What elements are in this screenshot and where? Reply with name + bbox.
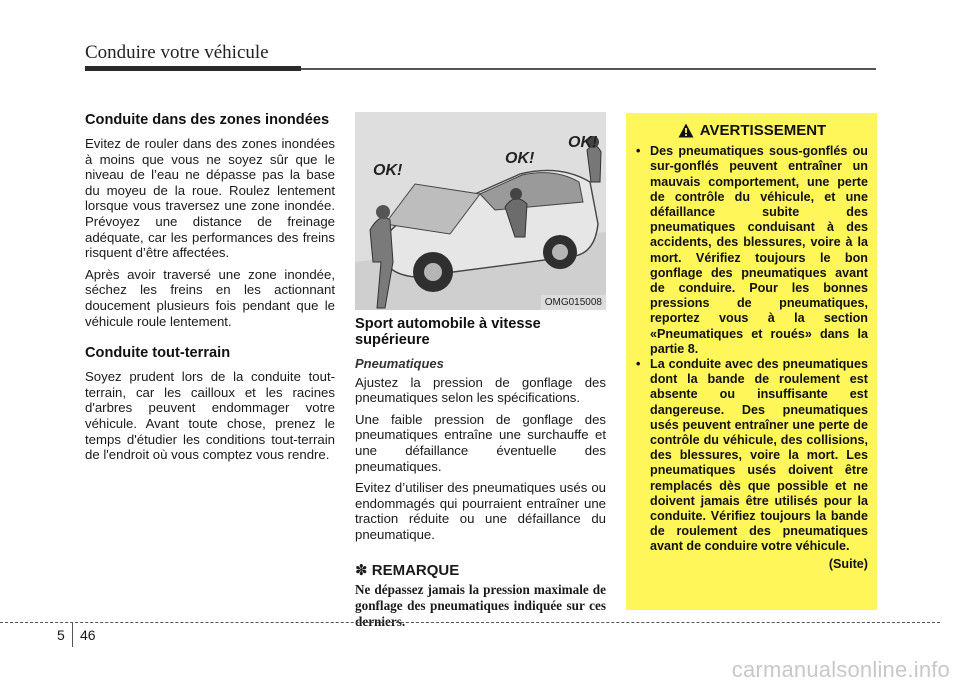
paragraph-flooded-2: Après avoir traversé une zone inondée, séchez les freins en les actionnant doucement plusieurs fois pendant que le véhicule roule lentement. bbox=[85, 266, 335, 329]
ok-label-2: OK! bbox=[505, 150, 535, 167]
warning-list bbox=[636, 144, 868, 554]
remark-title: ✽ REMARQUE bbox=[355, 561, 460, 579]
warning-item: • La conduite avec des pneumatiques dont la bande de roulement est absente ou insuffisante est dangereuse. Des pneumatiques usés peuvent entraîner une perte de contrôle du véhicule, des collisions, des blessures, voire la mort. Les pneumatiques usés doivent être remplacés dès que possible et ne doivent jamais être utilisés pour la conduite. Vérifiez toujours la bande de roulement des pneumatiques avant de conduire votre véhicule. bbox=[636, 357, 868, 555]
footer-separator bbox=[72, 622, 73, 647]
footer-divider bbox=[0, 622, 940, 623]
section-heading-offroad: Conduite tout-terrain bbox=[85, 345, 231, 362]
paragraph-flooded-1: Evitez de rouler dans des zones inondées à moins que vous ne soyez sûr que le niveau de l’eau ne dépasse pas la base du moyeu de la roue. Roulez lentement lorsque vous traversez une zone inondée. Prévoyez une distance de freinage adéquate, car les performances des freins risquent d’être affectées. bbox=[85, 136, 335, 261]
warning-triangle-icon bbox=[678, 123, 694, 138]
header-rule-thick bbox=[85, 66, 301, 71]
warning-item: • Des pneumatiques sous-gonflés ou sur-gonflés peuvent entraîner un mauvais comportement, une perte de contrôle du véhicule, et une défaillance subite des pneumatiques conduisant à des accidents, des blessures, voire à la mort. Vérifiez toujours le bon gonflage des pneumatiques avant de conduire. Pour les bonnes pressions de pneumatiques, reportez vous à la section «Pneumatiques et roués» dans la partie 8. bbox=[636, 144, 868, 357]
header-rule-thin bbox=[301, 68, 876, 70]
paragraph-tires-3: Evitez d’utiliser des pneumatiques usés ou endommagés qui pourraient entraîner une traction réduite ou une défaillance du pneumatique. bbox=[355, 480, 606, 542]
watermark-text: carmanualsonline.info bbox=[731, 657, 950, 682]
warning-continued: (Suite) bbox=[828, 556, 868, 571]
paragraph-offroad: Soyez prudent lors de la conduite tout-terrain, car les cailloux et les racines d'arbres peuvent endommager votre véhicule. Avant toute chose, prenez le temps d'étudier les conditions tout-terrain de l'endroit où vous comptez vous rendre. bbox=[85, 369, 335, 463]
chapter-number: 5 bbox=[57, 627, 65, 643]
figure-code: OMG015008 bbox=[541, 295, 606, 310]
warning-box bbox=[626, 113, 877, 610]
middle-column bbox=[355, 316, 606, 630]
paragraph-tires-2: Une faible pression de gonflage des pneumatiques entraîne une surchauffe et une défaillance éventuelle des pneumatiques. bbox=[355, 411, 606, 474]
warning-header bbox=[636, 123, 868, 138]
section-heading-flooded: Conduite dans des zones inondées bbox=[85, 112, 330, 128]
ok-label-3: OK! bbox=[568, 134, 598, 151]
page-number: 46 bbox=[80, 627, 96, 643]
paragraph-tires-1: Ajustez la pression de gonflage des pneumatiques selon les spécifications. bbox=[355, 374, 606, 406]
section-heading-motorsport: Sport automobile à vitesse supérieure bbox=[355, 316, 541, 348]
subheading-tires: Pneumatiques bbox=[355, 356, 444, 371]
remark-text: Ne dépassez jamais la pression maximale de gonflage des pneumatiques indiquée sur ces derniers. bbox=[355, 582, 606, 630]
left-column bbox=[85, 112, 335, 469]
warning-title: AVERTISSEMENT bbox=[699, 122, 827, 139]
ok-label-1: OK! bbox=[373, 162, 403, 179]
car-inspection-illustration bbox=[355, 112, 606, 310]
page-header-title: Conduire votre véhicule bbox=[85, 42, 269, 63]
